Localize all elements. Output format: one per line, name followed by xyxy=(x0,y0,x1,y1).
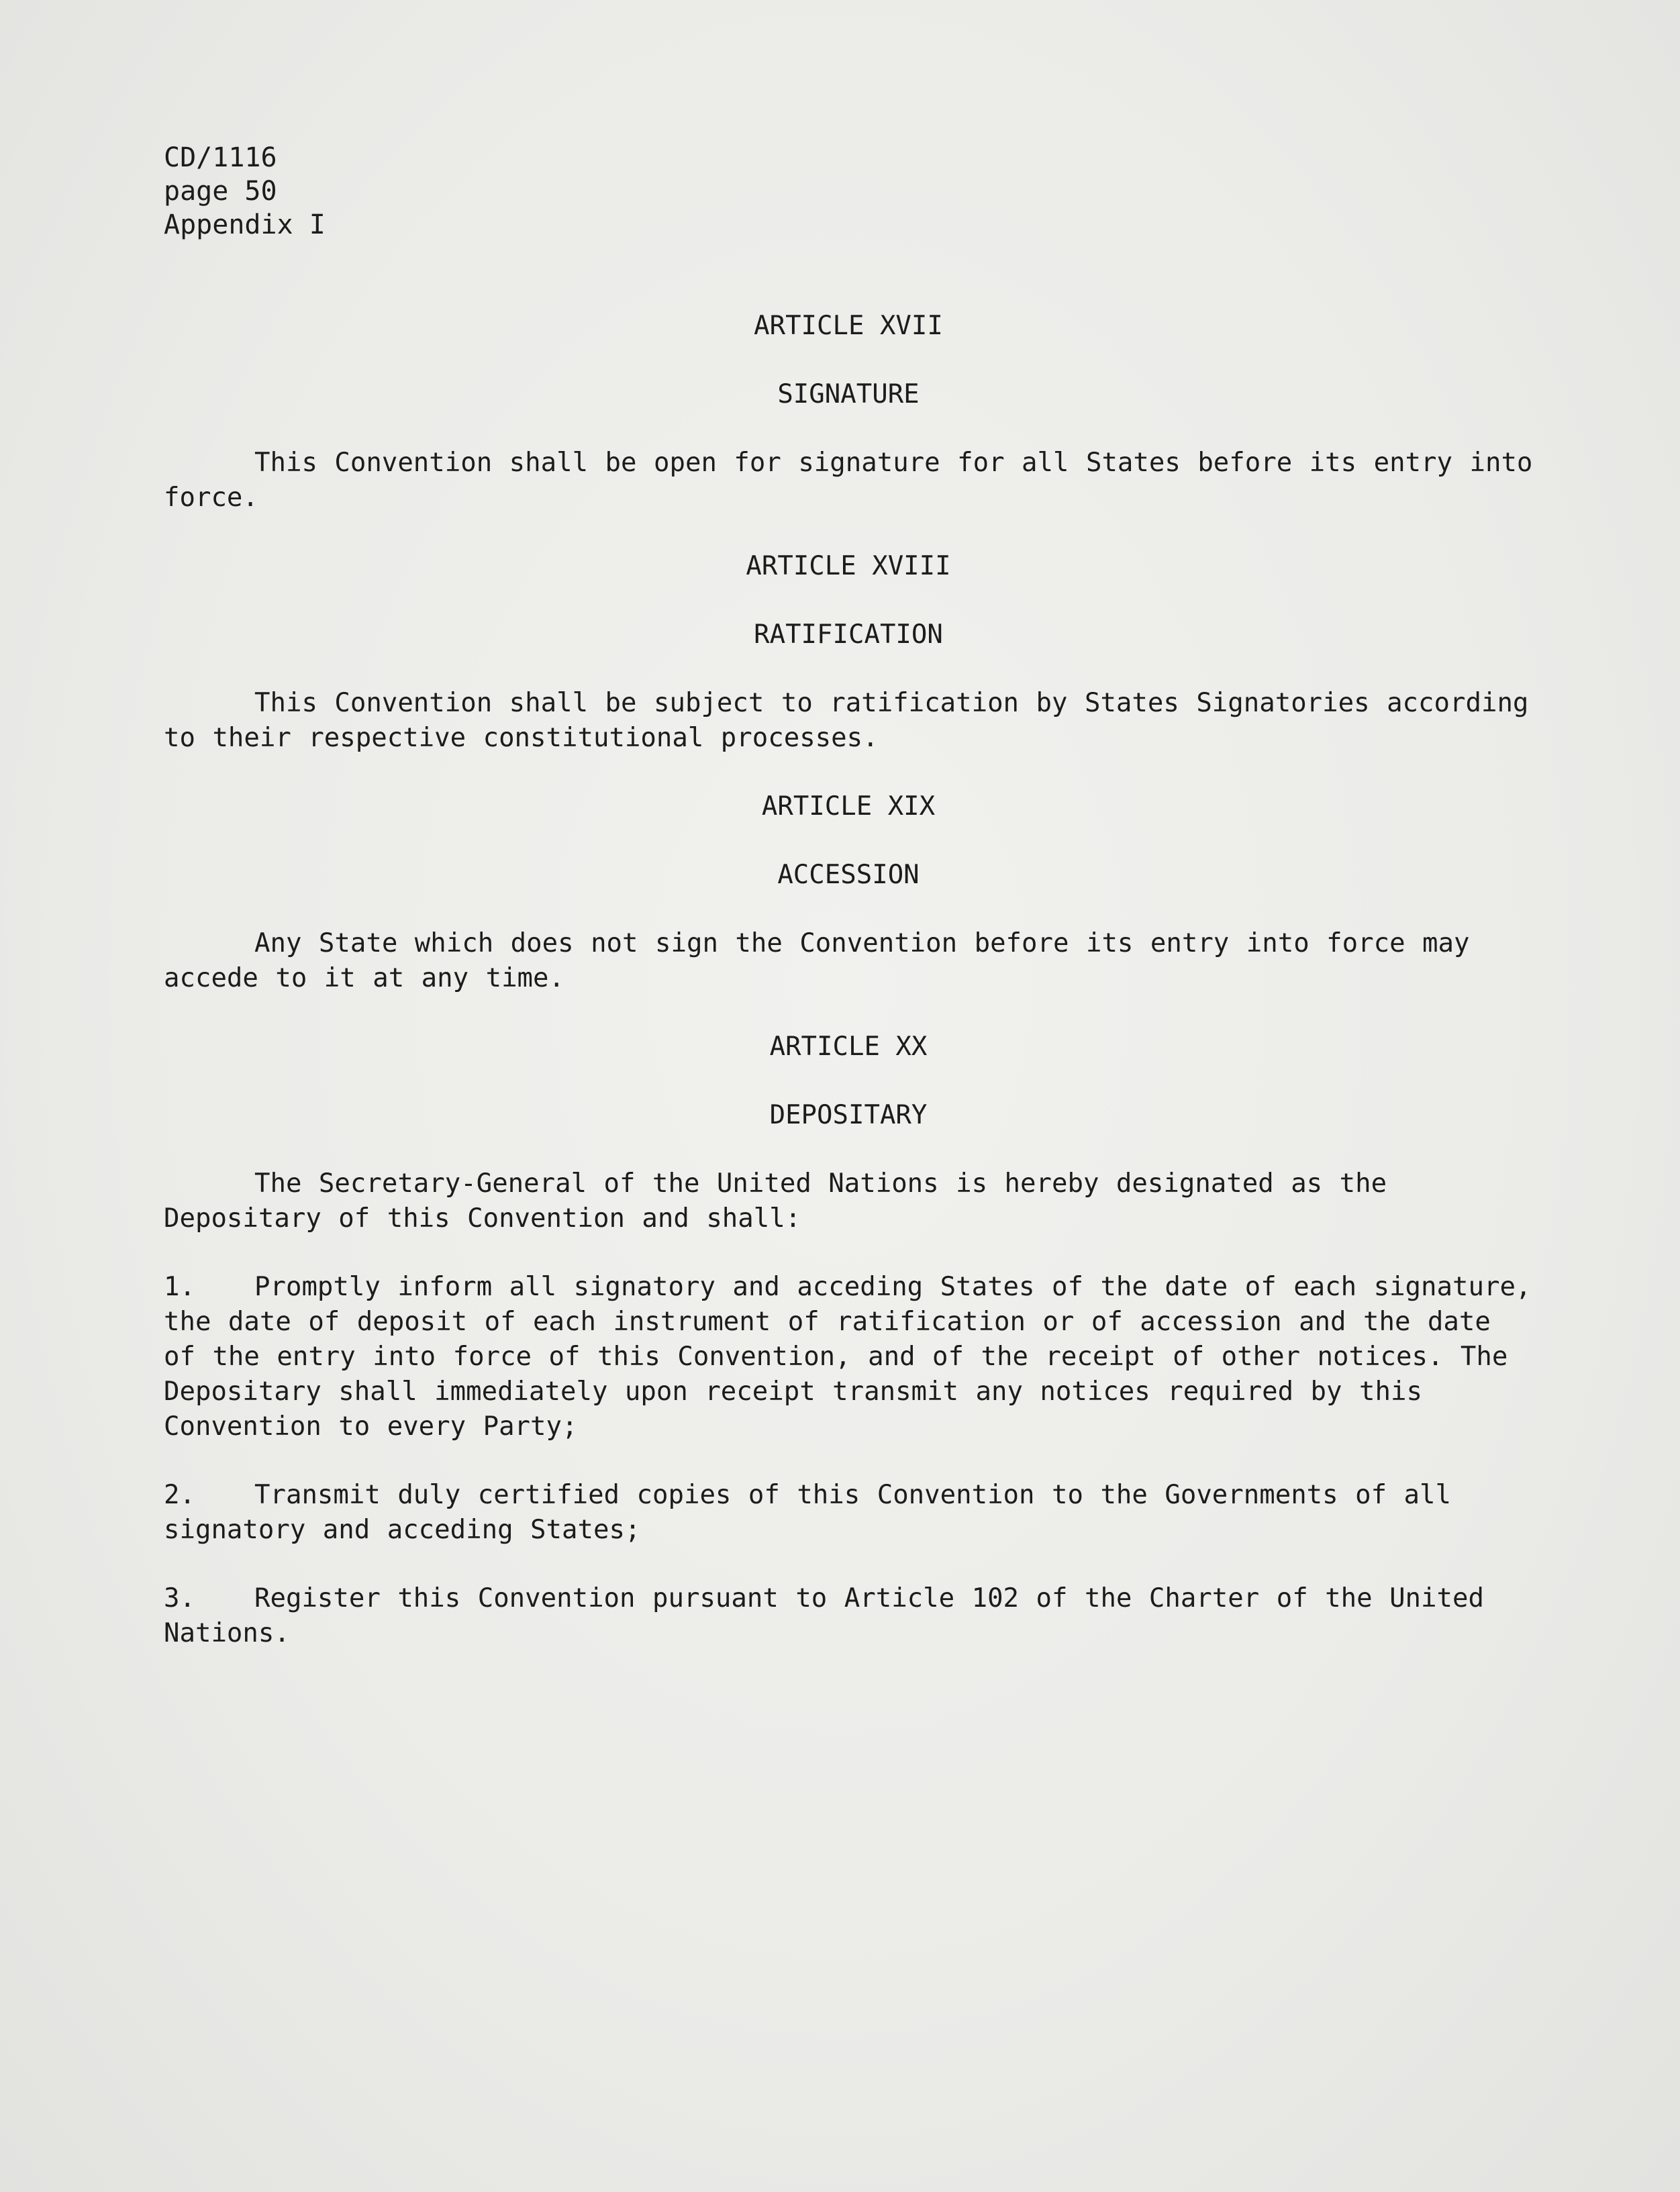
article-number: ARTICLE XX xyxy=(769,1032,928,1062)
article-number: ARTICLE XVIII xyxy=(746,551,951,581)
article-title: RATIFICATION xyxy=(754,619,943,650)
article-text: This Convention shall be open for signature for all States before its entry into force. xyxy=(164,448,1533,513)
document-header xyxy=(164,141,326,242)
article-number: ARTICLE XIX xyxy=(761,791,936,821)
page-number: page 50 xyxy=(164,176,277,207)
list-item-text: Transmit duly certified copies of this Convention to the Governments of all signatory and acceding States; xyxy=(164,1480,1451,1545)
list-item xyxy=(164,1478,1533,1548)
article-text: The Secretary-General of the United Nations is hereby designated as the Depositary of this Convention and shall: xyxy=(164,1168,1387,1234)
article-title: SIGNATURE xyxy=(777,379,920,409)
list-item xyxy=(164,1581,1533,1651)
list-item-number: 2. xyxy=(164,1480,195,1510)
article-text: This Convention shall be subject to ratification by States Signatories according to their respective constitutional processes. xyxy=(164,688,1529,753)
list-item-number: 3. xyxy=(164,1583,195,1613)
document-code: CD/1116 xyxy=(164,142,277,173)
document-body xyxy=(164,309,1533,1651)
list-item-text: Promptly inform all signatory and acceding States of the date of each signature, the date of deposit of each instrument of ratification or of accession and the date of the entry into force of this Convention, and of the receipt of other notices. The Depositary shall immediately upon receipt transmit any notices required by this Convention to every Party; xyxy=(164,1272,1532,1442)
list-item-number: 1. xyxy=(164,1272,195,1302)
article-number: ARTICLE XVII xyxy=(754,311,943,341)
article-title: DEPOSITARY xyxy=(769,1100,928,1130)
appendix-label: Appendix I xyxy=(164,209,326,240)
list-item-text: Register this Convention pursuant to Article 102 of the Charter of the United Nations. xyxy=(164,1583,1484,1648)
article-text: Any State which does not sign the Convention before its entry into force may accede to it at any time. xyxy=(164,928,1470,993)
list-item xyxy=(164,1270,1533,1444)
article-title: ACCESSION xyxy=(777,860,920,890)
